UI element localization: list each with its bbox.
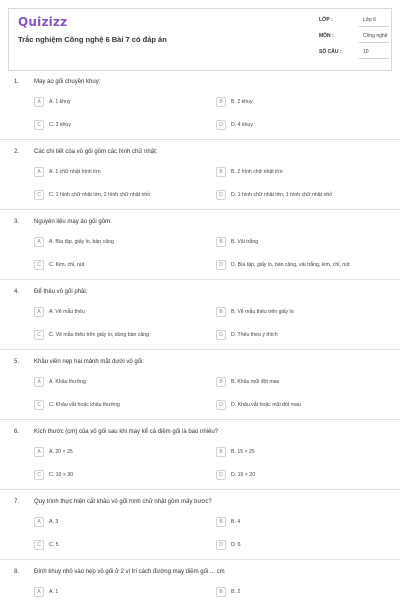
option-text: D. 1 hình chữ nhật lớn, 1 hình chữ nhật nhỏ bbox=[231, 192, 333, 198]
question-divider bbox=[0, 139, 400, 140]
option-text: A. 20 × 25 bbox=[49, 449, 73, 455]
option-text: A. Vẽ mẫu thêu bbox=[49, 309, 85, 315]
option-letter-badge: B bbox=[216, 587, 226, 597]
option-letter-badge: D bbox=[216, 540, 226, 550]
option-row bbox=[34, 120, 384, 132]
option-letter-badge: B bbox=[216, 517, 226, 527]
question-text: Các chi tiết của vỏ gối gồm các hình chữ nhật: bbox=[34, 149, 158, 155]
option-text: C. 10 × 30 bbox=[49, 472, 74, 478]
option-text: D. Bìa tập, giấy lo, bàn căng, vải trắng, kim, chỉ, nút bbox=[231, 262, 350, 268]
option-text: C. 1 hình chữ nhật lớn, 2 hình chữ nhật nhỏ bbox=[49, 192, 151, 198]
option-text: C. Kim, chỉ, nút bbox=[49, 262, 85, 268]
question-text: Để thêu vỏ gối phải: bbox=[34, 289, 88, 295]
option-letter-badge: D bbox=[216, 400, 226, 410]
meta-question-count bbox=[319, 48, 389, 64]
option-row bbox=[34, 97, 384, 109]
question-number: 6. bbox=[14, 429, 20, 435]
meta-label: SỐ CÂU : bbox=[319, 49, 342, 55]
meta-value: Lớp 6 bbox=[363, 17, 377, 23]
option-letter-badge: A bbox=[34, 237, 44, 247]
option-row bbox=[34, 540, 384, 552]
option-letter-badge: C bbox=[34, 190, 44, 200]
question-text: May áo gối chuyền khuy: bbox=[34, 79, 101, 85]
option-letter-badge: D bbox=[216, 120, 226, 130]
question-text: Đính khuy nhỏ vào nẹp vỏ gối ở 2 vị trí cách đường may diềm gối ... cm bbox=[34, 569, 225, 575]
meta-underline bbox=[359, 58, 389, 59]
option-text: B. Vẽ mẫu thêu trên giấy lo bbox=[231, 309, 294, 315]
meta-value: 10 bbox=[363, 49, 369, 55]
option-text: B. Vải trắng bbox=[231, 239, 259, 245]
option-letter-badge: D bbox=[216, 470, 226, 480]
option-row bbox=[34, 330, 384, 342]
option-text: B. Khâu mũi đột mau bbox=[231, 379, 280, 385]
meta-value: Công nghệ bbox=[363, 33, 388, 39]
meta-subject bbox=[319, 32, 389, 48]
question-divider bbox=[0, 279, 400, 280]
option-row bbox=[34, 470, 384, 482]
option-text: C. 3 khuy bbox=[49, 122, 71, 128]
page-title: Trắc nghiệm Công nghệ 6 Bài 7 có đáp án bbox=[18, 35, 167, 44]
question-number: 3. bbox=[14, 219, 20, 225]
option-text: B. 15 × 25 bbox=[231, 449, 255, 455]
quiz-header bbox=[8, 8, 392, 71]
option-text: B. 4 bbox=[231, 519, 241, 525]
meta-underline bbox=[359, 26, 389, 27]
option-text: A. 1 bbox=[49, 589, 59, 595]
option-letter-badge: C bbox=[34, 260, 44, 270]
option-text: D. Khâu vắt hoặc mũi đột mau bbox=[231, 402, 301, 408]
option-letter-badge: C bbox=[34, 330, 44, 340]
option-text: A. Khâu thường bbox=[49, 379, 86, 385]
option-row bbox=[34, 517, 384, 529]
meta-class bbox=[319, 16, 389, 32]
question-number: 5. bbox=[14, 359, 20, 365]
question-divider bbox=[0, 489, 400, 490]
option-letter-badge: B bbox=[216, 307, 226, 317]
option-letter-badge: C bbox=[34, 470, 44, 480]
meta-underline bbox=[359, 42, 389, 43]
option-letter-badge: A bbox=[34, 307, 44, 317]
question-divider bbox=[0, 559, 400, 560]
question-divider bbox=[0, 419, 400, 420]
option-text: A. Bìa tập, giấy lo, bàn căng bbox=[49, 239, 114, 245]
option-letter-badge: D bbox=[216, 330, 226, 340]
option-text: A. 1 chữ nhật hình lớn bbox=[49, 169, 101, 175]
option-letter-badge: A bbox=[34, 517, 44, 527]
option-letter-badge: A bbox=[34, 97, 44, 107]
question-number: 1. bbox=[14, 79, 20, 85]
option-letter-badge: C bbox=[34, 400, 44, 410]
option-row bbox=[34, 587, 384, 599]
option-text: C. 5 bbox=[49, 542, 59, 548]
option-text: D. Thêu theo ý thích bbox=[231, 332, 278, 338]
question-text: Kích thước (cm) của vỏ gối sau khi may kể cả diềm gối là bao nhiêu? bbox=[34, 429, 219, 435]
option-letter-badge: C bbox=[34, 120, 44, 130]
option-row bbox=[34, 447, 384, 459]
question-number: 7. bbox=[14, 499, 20, 505]
quizizz-logo[interactable]: Quizizz bbox=[18, 15, 68, 29]
option-row bbox=[34, 167, 384, 179]
meta-label: MÔN : bbox=[319, 33, 334, 39]
option-text: A. 1 khuy bbox=[49, 99, 71, 105]
question-text: Khâu viền nẹp hai mảnh mặt dưới vỏ gối: bbox=[34, 359, 145, 365]
question-number: 8. bbox=[14, 569, 20, 575]
question-text: Nguyên liệu may áo gối gồm: bbox=[34, 219, 112, 225]
option-letter-badge: B bbox=[216, 167, 226, 177]
question-number: 4. bbox=[14, 289, 20, 295]
option-letter-badge: A bbox=[34, 167, 44, 177]
option-letter-badge: D bbox=[216, 260, 226, 270]
option-text: C. Khâu vắt hoặc khâu thường bbox=[49, 402, 120, 408]
question-divider bbox=[0, 209, 400, 210]
option-text: B. 2 khuy bbox=[231, 99, 253, 105]
option-letter-badge: B bbox=[216, 447, 226, 457]
option-row bbox=[34, 237, 384, 249]
option-letter-badge: A bbox=[34, 587, 44, 597]
option-row bbox=[34, 400, 384, 412]
option-letter-badge: A bbox=[34, 447, 44, 457]
question-number: 2. bbox=[14, 149, 20, 155]
option-letter-badge: A bbox=[34, 377, 44, 387]
option-letter-badge: D bbox=[216, 190, 226, 200]
quiz-meta bbox=[319, 16, 389, 64]
option-row bbox=[34, 260, 384, 272]
option-row bbox=[34, 377, 384, 389]
option-letter-badge: B bbox=[216, 377, 226, 387]
option-text: D. 4 khuy bbox=[231, 122, 253, 128]
option-text: D. 15 × 20 bbox=[231, 472, 256, 478]
option-letter-badge: C bbox=[34, 540, 44, 550]
option-text: B. 2 bbox=[231, 589, 241, 595]
meta-label: LỚP : bbox=[319, 17, 333, 23]
question-divider bbox=[0, 349, 400, 350]
option-row bbox=[34, 307, 384, 319]
option-text: D. 6 bbox=[231, 542, 241, 548]
option-row bbox=[34, 190, 384, 202]
option-letter-badge: B bbox=[216, 237, 226, 247]
option-letter-badge: B bbox=[216, 97, 226, 107]
question-text: Quy trình thực hiện cắt khâu vỏ gối hình chữ nhật gồm mấy bước? bbox=[34, 499, 212, 505]
option-text: C. Vẽ mẫu thêu trên giấy lo, dùng bàn căng bbox=[49, 332, 150, 338]
option-text: A. 3 bbox=[49, 519, 59, 525]
option-text: B. 2 hình chữ nhật lớn bbox=[231, 169, 283, 175]
